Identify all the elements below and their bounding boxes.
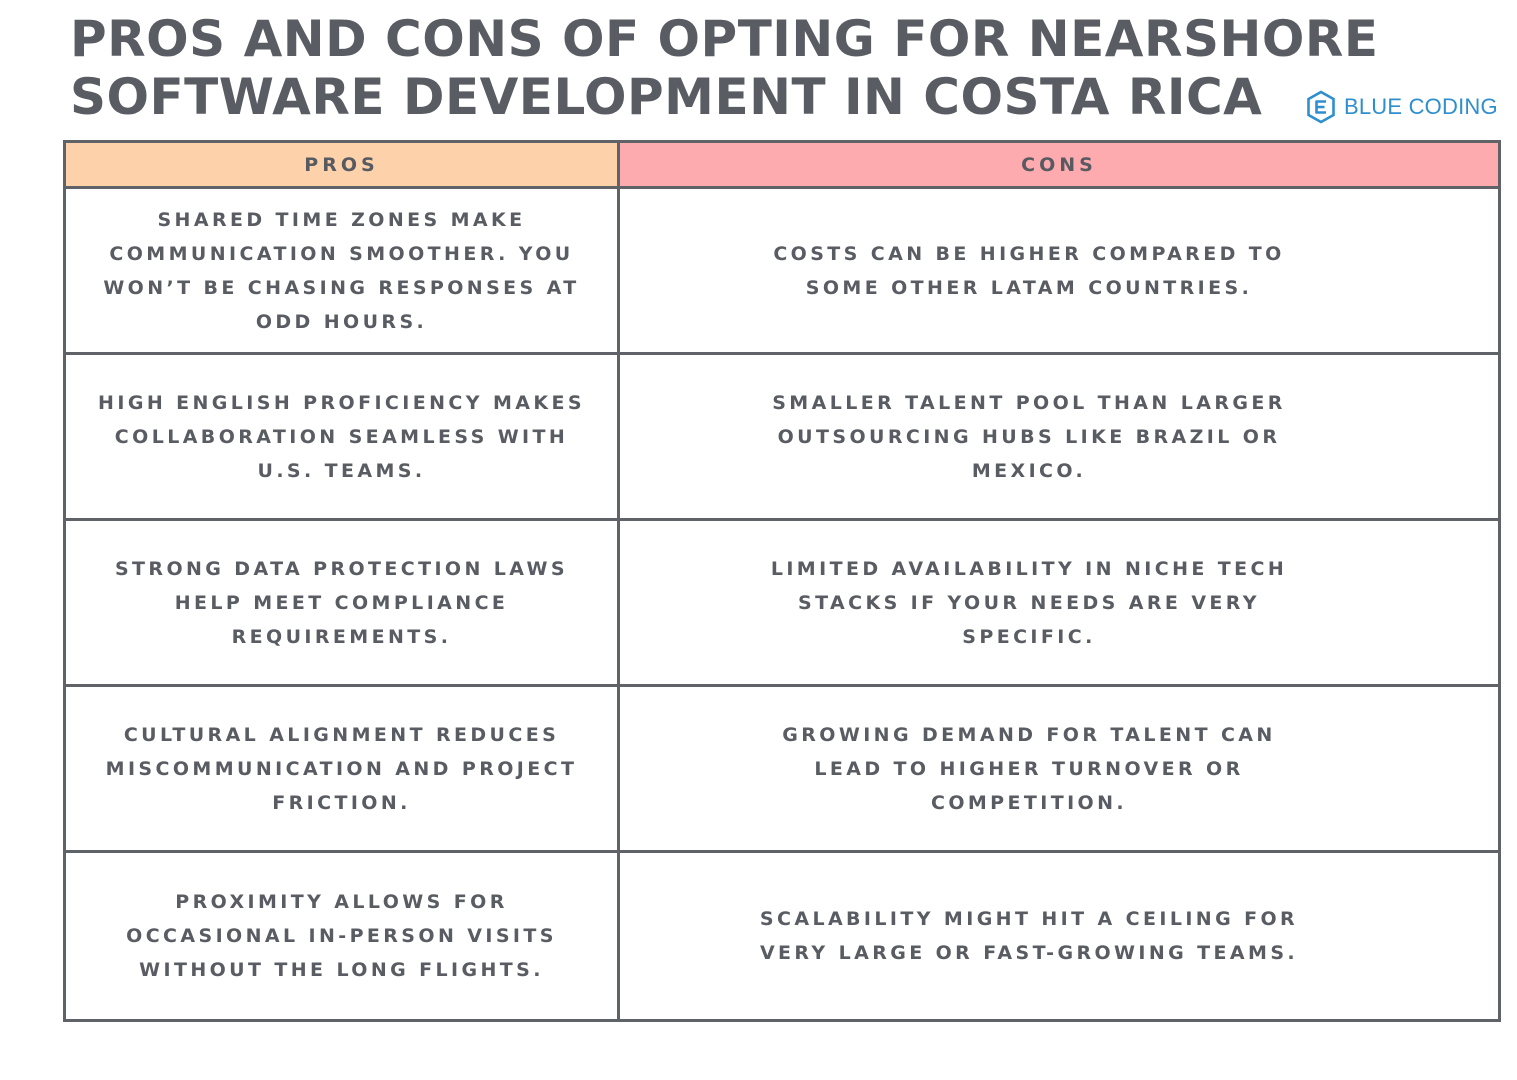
pro-text: SHARED TIME ZONES MAKE COMMUNICATION SMOOTHER. YOU WON’T BE CHASING RESPONSES AT ODD HOURS. [103, 208, 580, 333]
pros-header: PROS [66, 143, 620, 189]
table-row-4-pro-cell [66, 687, 620, 853]
table-row-5-pro-cell [66, 853, 620, 1019]
con-text: SMALLER TALENT POOL THAN LARGER OUTSOURCING HUBS LIKE BRAZIL OR MEXICO. [772, 391, 1286, 482]
table-row-3-con-cell [620, 521, 1498, 687]
pro-text: HIGH ENGLISH PROFICIENCY MAKES COLLABORATION SEAMLESS WITH U.S. TEAMS. [98, 391, 585, 482]
hexagon-e-logo-icon [1306, 90, 1336, 124]
table-row-4-con-cell [620, 687, 1498, 853]
brand-name: BLUE CODING [1344, 94, 1498, 119]
table-row-2-pro-cell [66, 355, 620, 521]
pro-text: PROXIMITY ALLOWS FOR OCCASIONAL IN-PERSON VISITS WITHOUT THE LONG FLIGHTS. [126, 891, 557, 981]
page-title-line-2: SOFTWARE DEVELOPMENT IN COSTA RICA [70, 68, 1263, 126]
page-title-line-1: PROS AND CONS OF OPTING FOR NEARSHORE [70, 10, 1379, 68]
pros-cons-table [63, 140, 1501, 1022]
table-row-2-con-cell [620, 355, 1498, 521]
pro-text: STRONG DATA PROTECTION LAWS HELP MEET COMPLIANCE REQUIREMENTS. [114, 557, 569, 648]
pro-text: CULTURAL ALIGNMENT REDUCES MISCOMMUNICATION AND PROJECT FRICTION. [105, 723, 578, 814]
cons-header: CONS [620, 143, 1498, 189]
table-row-5-con-cell [620, 853, 1498, 1019]
con-text: SCALABILITY MIGHT HIT A CEILING FOR VERY LARGE OR FAST-GROWING TEAMS. [759, 908, 1299, 964]
table-row-1-pro-cell [66, 189, 620, 355]
brand-logo [1306, 90, 1498, 124]
con-text: LIMITED AVAILABILITY IN NICHE TECH STACKS IF YOUR NEEDS ARE VERY SPECIFIC. [770, 557, 1288, 648]
table-row-1-con-cell [620, 189, 1498, 355]
table-row-3-pro-cell [66, 521, 620, 687]
page-title [70, 10, 1379, 126]
con-text: COSTS CAN BE HIGHER COMPARED TO SOME OTHER LATAM COUNTRIES. [773, 242, 1285, 299]
con-text: GROWING DEMAND FOR TALENT CAN LEAD TO HIGHER TURNOVER OR COMPETITION. [782, 723, 1276, 814]
